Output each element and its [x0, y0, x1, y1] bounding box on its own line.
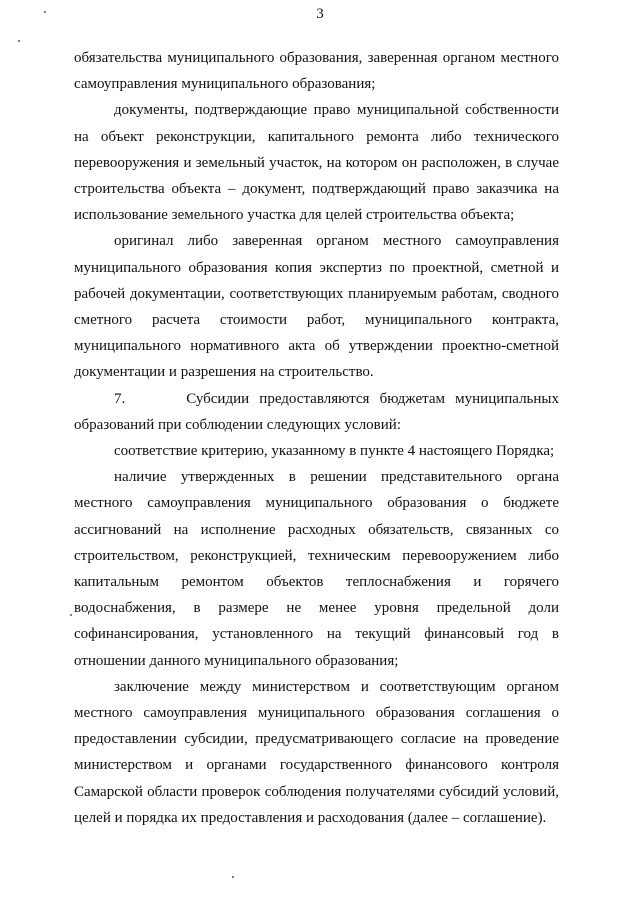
body-text — [74, 45, 559, 831]
paragraph: обязательства муниципального образования, заверенная органом местного самоуправления муниципального образования; — [74, 50, 559, 93]
page-number: 3 — [316, 6, 324, 22]
scan-speck — [18, 40, 20, 42]
paragraph: наличие утвержденных в решении представительного органа местного самоуправления муниципального образования о бюджете ассигнований на исполнение расходных обязательств, связанных со строительством, реконструкцией, техническим перевооружением либо капитальным ремонтом объектов теплоснабжения и горячего водоснабжения, в размере не менее уровня предельной доли софинансирования, установленного на текущий финансовый год в отношении данного муниципального образования; — [74, 469, 559, 669]
paragraph: документы, подтверждающие право муниципальной собственности на объект реконструкции, капитального ремонта либо технического перевооружения и земельный участок, на котором он расположен, в случае строительства объекта – документ, подтверждающий право заказчика на использование земельного участка для целей строительства объекта; — [74, 102, 559, 224]
paragraph: заключение между министерством и соответствующим органом местного самоуправления муниципального образования соглашения о предоставлении субсидии, предусматривающего согласие на проведение министерством и органами государственного финансового контроля Самарской области проверок соблюдения получателями субсидий условий, целей и порядка их предоставления и расходования (далее – соглашение). — [74, 678, 559, 826]
paragraph-section-7: 7. Субсидии предоставляются бюджетам муниципальных образований при соблюдении следующих условий: — [74, 390, 559, 433]
paragraph: соответствие критерию, указанному в пункте 4 настоящего Порядка; — [114, 443, 555, 460]
scan-speck — [70, 614, 72, 616]
paragraph: оригинал либо заверенная органом местного самоуправления муниципального образования копия экспертиз по проектной, сметной и рабочей документации, соответствующих планируемым работам, сводного сметного расчета стоимости работ, муниципального контракта, муниципального нормативного акта об утверждении проектно-сметной документации и разрешения на строительство. — [74, 233, 559, 381]
scan-speck — [44, 11, 46, 13]
scan-speck — [232, 876, 234, 878]
